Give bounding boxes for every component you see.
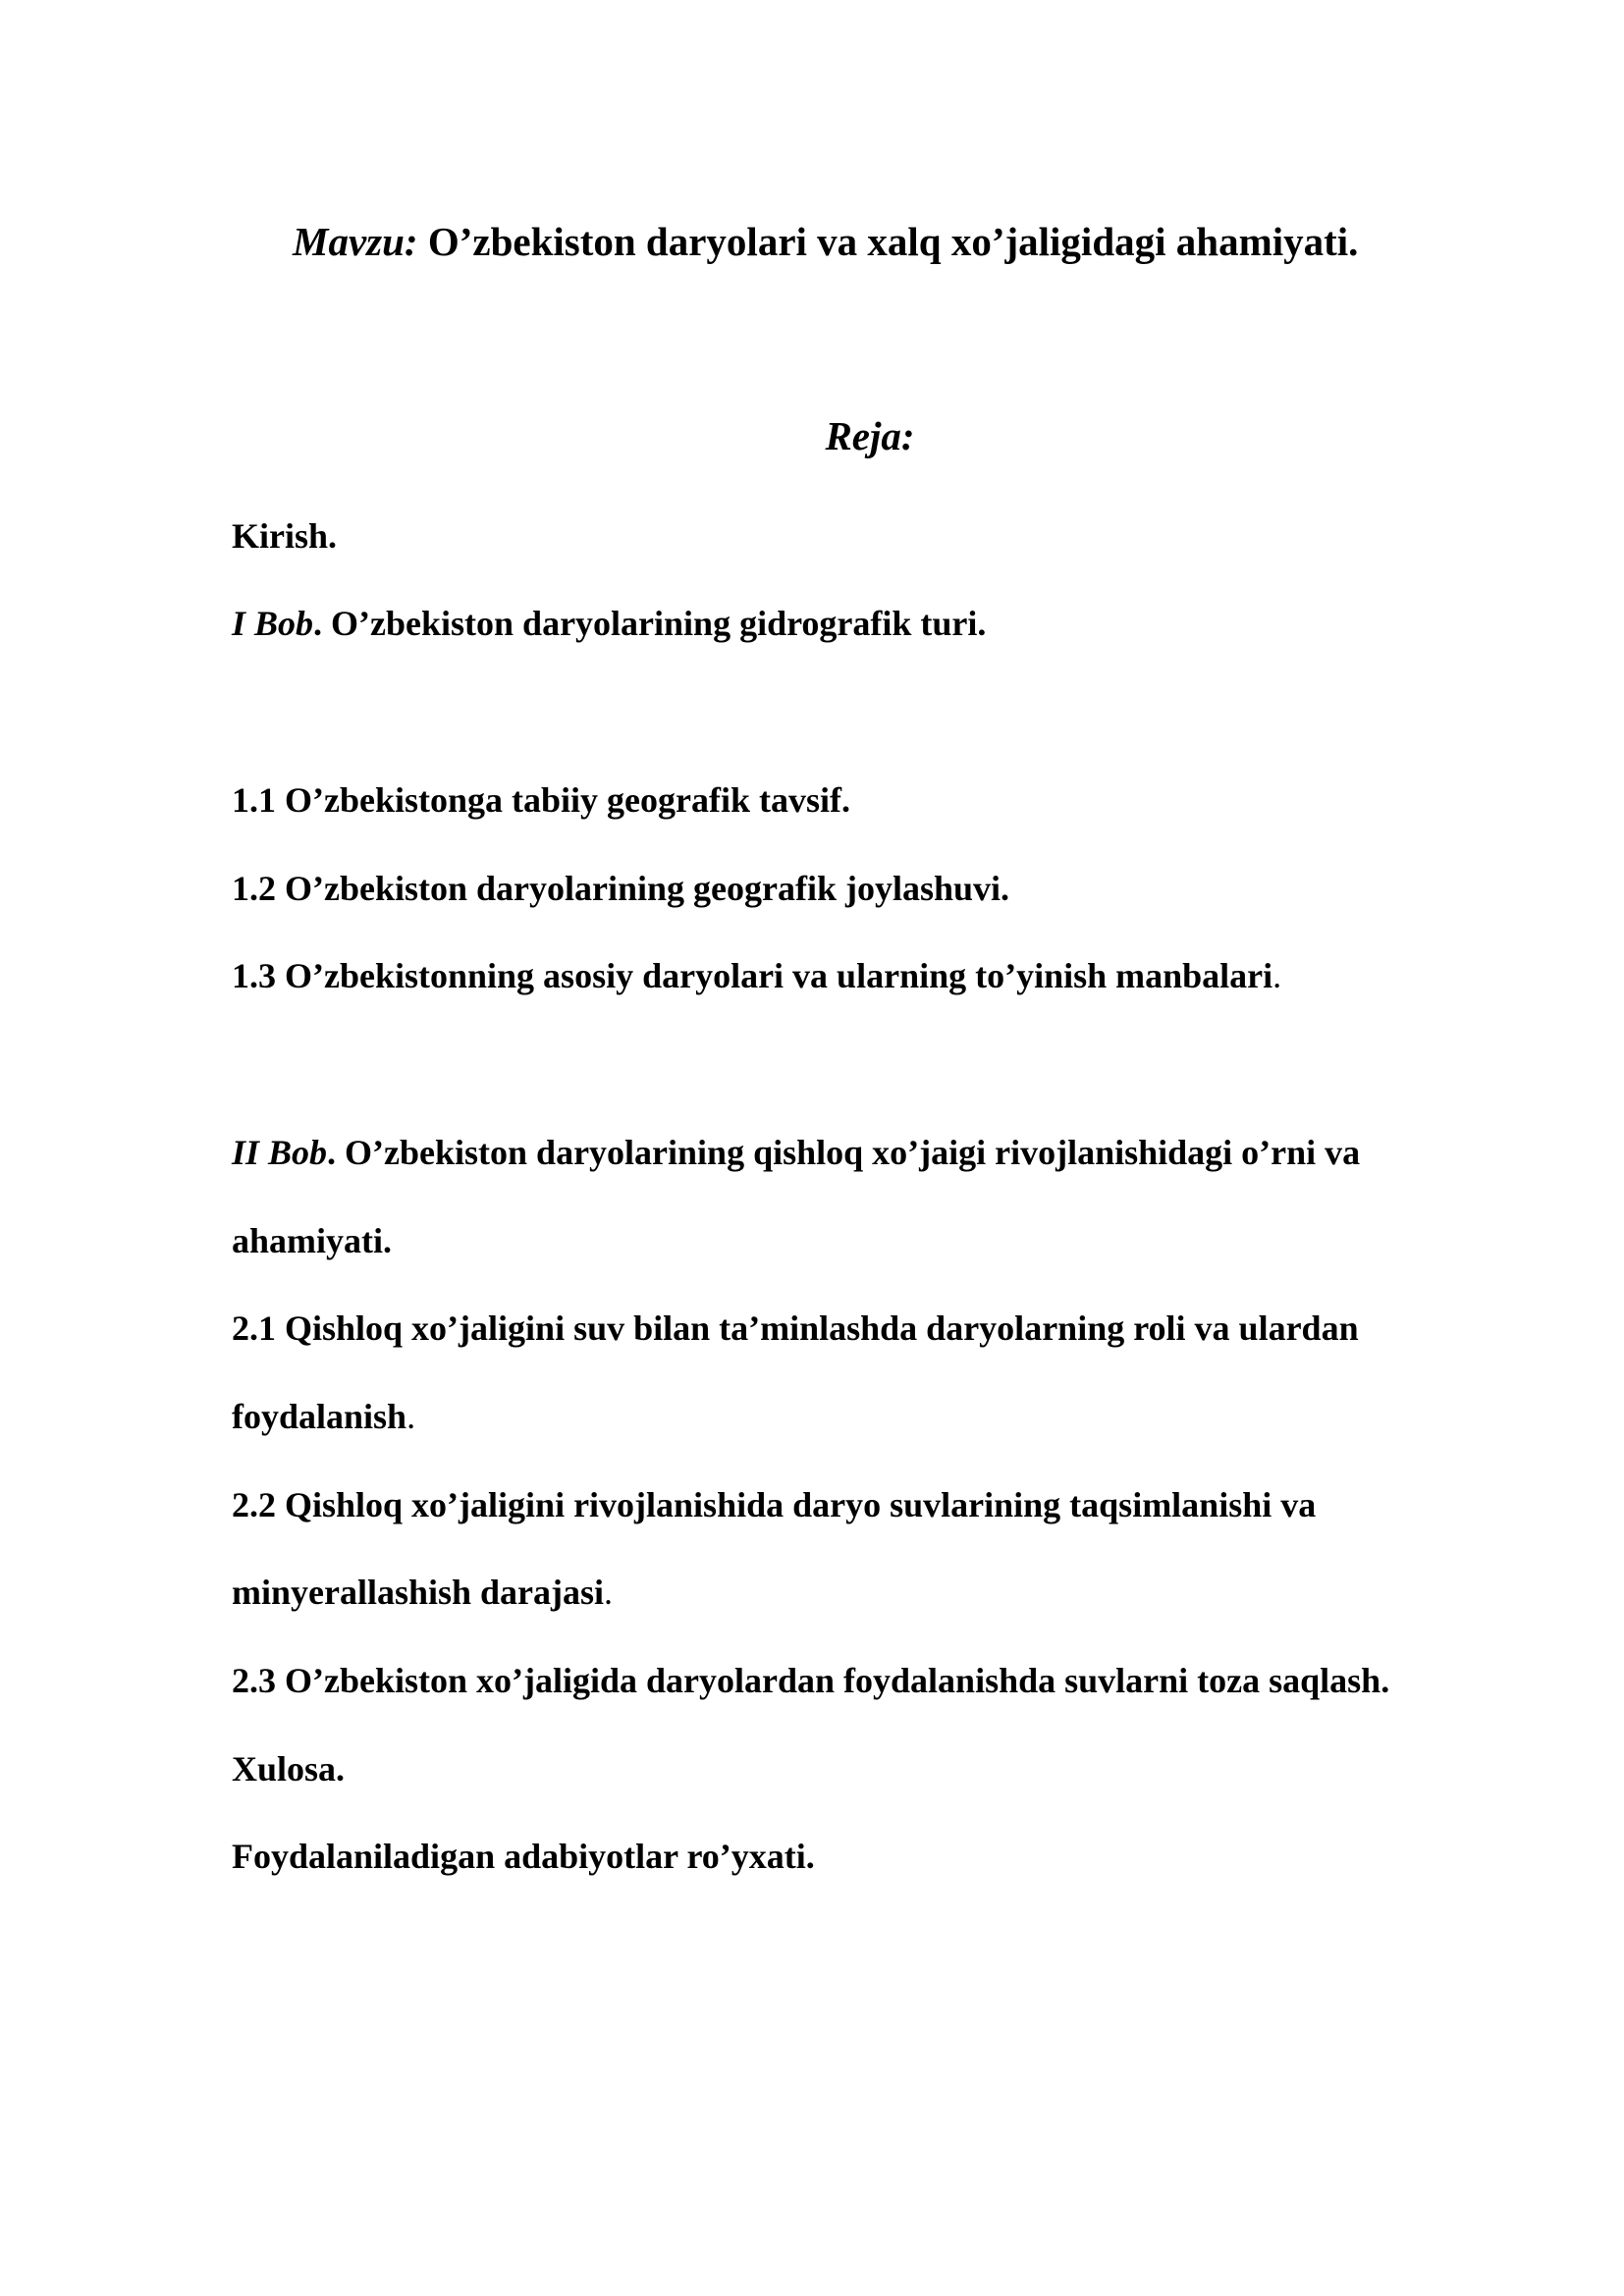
item-2-2-end: .	[604, 1573, 614, 1612]
plan-item-2-3: 2.3 O’zbekiston xo’jaligida daryolardan foydalanishda suvlarni toza saqlash.	[232, 1661, 1390, 1700]
chapter-2-text: . O’zbekiston daryolarining qishloq xo’jaigi rivojlanishidagi o’rni va	[327, 1133, 1361, 1172]
plan-item-2-1-line1: 2.1 Qishloq xo’jaligini suv bilan ta’minlashda daryolarning roli va ulardan	[232, 1308, 1359, 1348]
plan-references: Foydalaniladigan adabiyotlar ro’yxati.	[232, 1837, 815, 1876]
plan-heading: Reja:	[825, 413, 915, 458]
plan-item-2-2-line1: 2.2 Qishloq xo’jaligini rivojlanishida daryo suvlarining taqsimlanishi va	[232, 1485, 1317, 1524]
title-text: O’zbekiston daryolari va xalq xo’jaligidagi ahamiyati.	[417, 219, 1359, 264]
chapter-2-prefix: II Bob	[232, 1133, 328, 1172]
plan-item-2-2-line2	[232, 1572, 613, 1614]
chapter-1-prefix: I Bob	[232, 604, 314, 643]
plan-item-1-1: 1.1 O’zbekistonga tabiiy geografik tavsif.	[232, 780, 850, 820]
title-label: Mavzu:	[293, 219, 418, 264]
plan-item-1-3	[232, 955, 1281, 997]
plan-item-2-1-line2	[232, 1396, 415, 1438]
plan-item-1-2: 1.2 O’zbekiston daryolarining geografik joylashuvi.	[232, 869, 1010, 908]
plan-intro: Kirish.	[232, 516, 338, 556]
plan-chapter-2-continuation: ahamiyati.	[232, 1221, 393, 1260]
plan-chapter-1	[232, 603, 986, 645]
item-2-1-line2-text: foydalanish	[232, 1397, 407, 1436]
item-2-1-end: .	[406, 1397, 416, 1436]
chapter-1-text: . O’zbekiston daryolarining gidrografik turi.	[313, 604, 987, 643]
item-1-3-text: 1.3 O’zbekistonning asosiy daryolari va ularning to’yinish manbalari	[232, 956, 1273, 995]
plan-conclusion: Xulosa.	[232, 1749, 346, 1789]
item-2-2-line2-text: minyerallashish darajasi	[232, 1573, 605, 1612]
document-title	[293, 218, 1358, 266]
plan-chapter-2	[232, 1132, 1360, 1174]
item-1-3-end: .	[1272, 956, 1282, 995]
